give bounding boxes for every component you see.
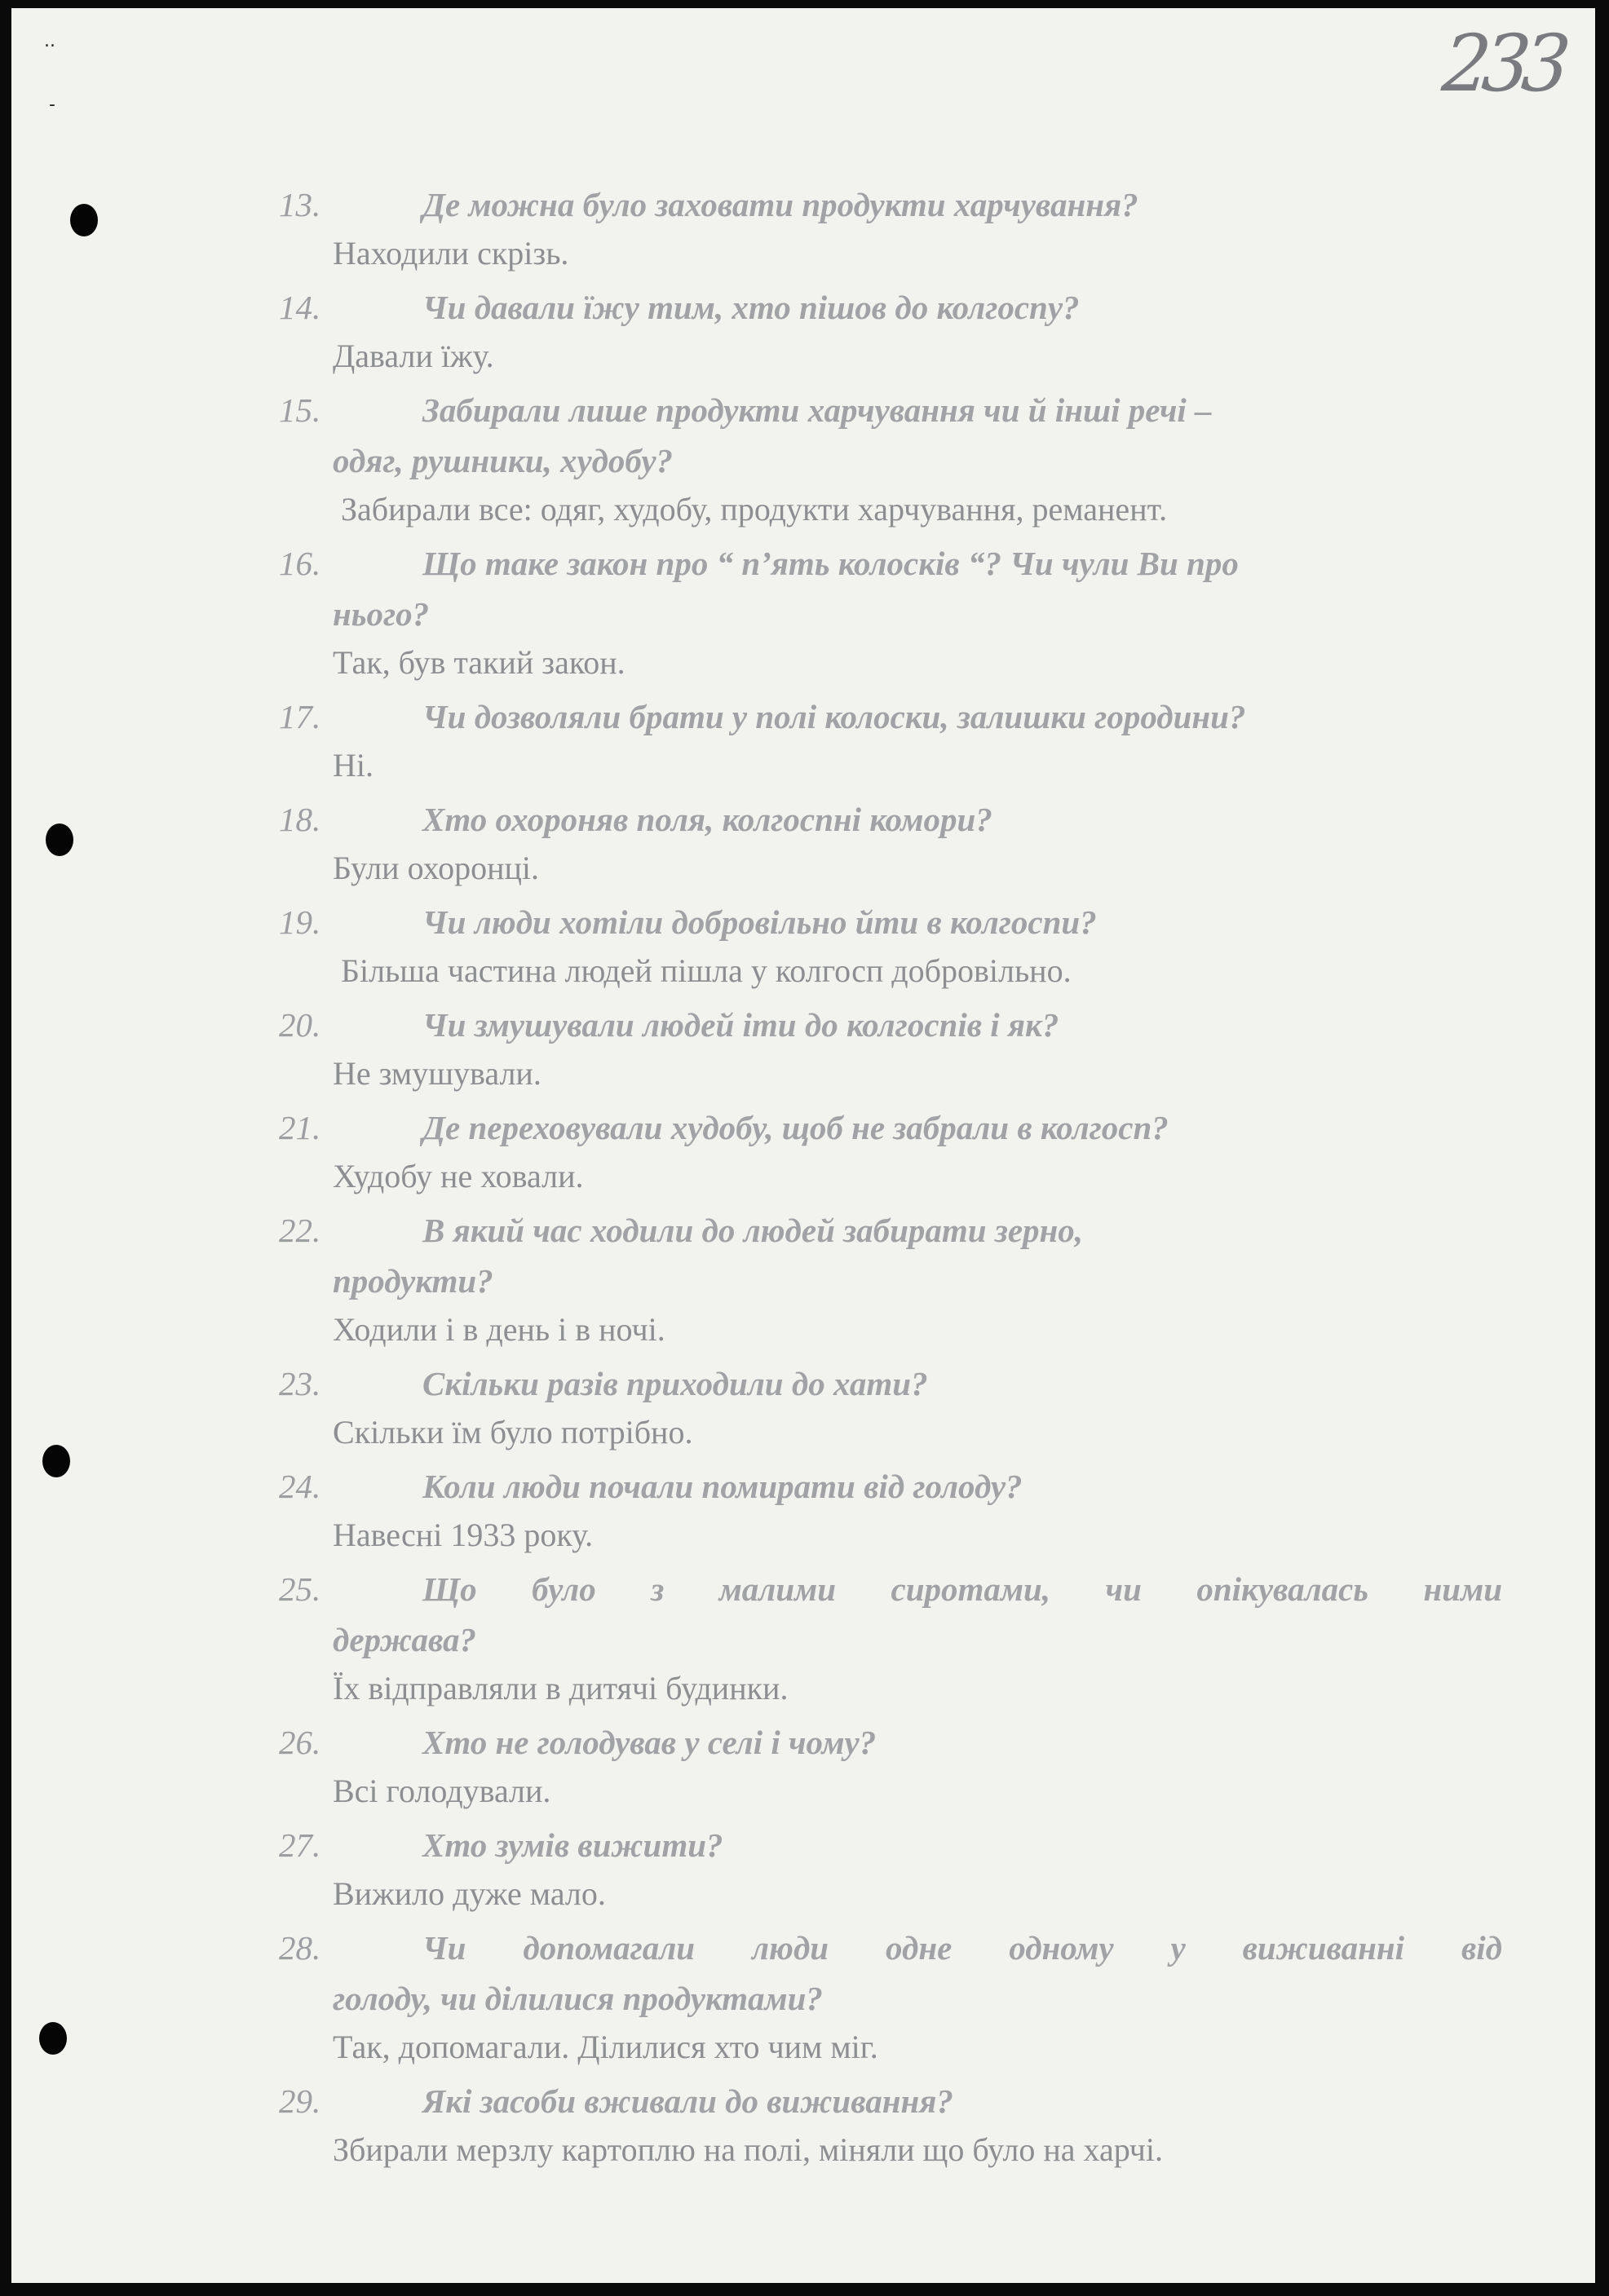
question (279, 1102, 1502, 1153)
answer-text: Забирали все: одяг, худобу, продукти харчування, реманент. (341, 491, 1168, 528)
question (279, 1000, 1502, 1050)
question (279, 1564, 1502, 1614)
question-text: Де переховували худобу, щоб не забрали в колгосп? (422, 1109, 1169, 1146)
qa-item (279, 1205, 1502, 1353)
answer-text: Находили скрізь. (333, 235, 569, 272)
question-text: Що таке закон про “ п’ять колосків “? Чи чули Ви про (422, 545, 1239, 582)
question (279, 1717, 1502, 1768)
corner-mark-top: .. (44, 31, 55, 51)
punch-hole-3 (42, 1445, 70, 1477)
question-text: Хто охороняв поля, колгоспні комори? (422, 801, 992, 838)
questionnaire-content (279, 179, 1502, 2179)
question-number: 27. (279, 1826, 321, 1864)
answer-text: Вижило дуже мало. (333, 1875, 606, 1912)
question-text: Чи допомагали люди одне одному у виживанні від (422, 1929, 1502, 1967)
question-number: 26. (279, 1724, 321, 1761)
question (279, 1923, 1502, 1973)
answer-text: Більша частина людей пішла у колгосп добровільно. (341, 952, 1072, 989)
question (279, 1820, 1502, 1870)
question-text-cont: продукти? (333, 1262, 493, 1300)
answer-text: Худобу не ховали. (333, 1158, 584, 1194)
qa-item (279, 385, 1502, 533)
question-continuation (279, 589, 1502, 639)
question-text: Хто не голодував у селі і чому? (422, 1724, 877, 1761)
qa-item (279, 282, 1502, 380)
question (279, 179, 1502, 230)
punch-hole-2 (46, 823, 73, 856)
qa-item (279, 1923, 1502, 2071)
question-number: 28. (279, 1929, 321, 1967)
answer-text: Не змушували. (333, 1055, 541, 1092)
question (279, 1205, 1502, 1256)
qa-item (279, 1102, 1502, 1200)
qa-item (279, 179, 1502, 277)
question-text: Які засоби вживали до виживання? (422, 2082, 953, 2120)
punch-hole-1 (70, 204, 98, 236)
qa-item (279, 1820, 1502, 1918)
question-number: 24. (279, 1468, 321, 1505)
question-text-cont: голоду, чи ділилися продуктами? (333, 1980, 823, 2017)
question (279, 538, 1502, 589)
question (279, 1461, 1502, 1512)
question-text: В який час ходили до людей забирати зерно, (422, 1212, 1084, 1249)
answer-text: Ні. (333, 747, 374, 784)
question-number: 14. (279, 289, 321, 326)
qa-item (279, 538, 1502, 687)
answer-text: Навесні 1933 року. (333, 1517, 594, 1553)
qa-item (279, 1461, 1502, 1559)
handwritten-page-number: 233 (1439, 18, 1567, 109)
answer-text: Були охоронці. (333, 850, 539, 886)
answer-text: Так, допомагали. Ділилися хто чим міг. (333, 2029, 878, 2065)
question-text: Що було з малими сиротами, чи опікувалась ними (422, 1570, 1502, 1608)
answer-text: Давали їжу. (333, 338, 494, 374)
question (279, 794, 1502, 845)
question-number: 19. (279, 903, 321, 941)
qa-item (279, 794, 1502, 892)
question (279, 1358, 1502, 1409)
question-text: Хто зумів вижити? (422, 1826, 723, 1864)
question (279, 282, 1502, 333)
question-text-cont: одяг, рушники, худобу? (333, 442, 674, 479)
question-number: 15. (279, 391, 321, 429)
qa-item (279, 1564, 1502, 1712)
question (279, 2076, 1502, 2126)
question-text: Чи дозволяли брати у полі колоски, залишки городини? (422, 698, 1246, 735)
question-number: 23. (279, 1365, 321, 1402)
question-text: Чи давали їжу тим, хто пішов до колгоспу? (422, 289, 1080, 326)
question-text: Чи змушували людей іти до колгоспів і як? (422, 1006, 1059, 1044)
question-text: Скільки разів приходили до хати? (422, 1365, 928, 1402)
question-number: 16. (279, 545, 321, 582)
question-text-cont: держава? (333, 1621, 477, 1658)
question-text: Де можна було заховати продукти харчування? (422, 186, 1138, 223)
qa-item (279, 1000, 1502, 1097)
document-page (11, 8, 1595, 2283)
question-continuation (279, 1256, 1502, 1306)
question-continuation (279, 435, 1502, 486)
question-number: 17. (279, 698, 321, 735)
answer-text: Всі голодували. (333, 1773, 551, 1809)
answer-text: Скільки їм було потрібно. (333, 1414, 693, 1450)
question-text: Коли люди почали помирати від голоду? (422, 1468, 1023, 1505)
qa-item (279, 691, 1502, 789)
question-text: Забирали лише продукти харчування чи й інші речі – (422, 391, 1212, 429)
question-number: 20. (279, 1006, 321, 1044)
qa-item (279, 1358, 1502, 1456)
answer-text: Так, був такий закон. (333, 644, 625, 681)
answer-text: Збирали мерзлу картоплю на полі, міняли що було на харчі. (333, 2131, 1164, 2168)
corner-mark-second: - (49, 95, 55, 115)
question-number: 21. (279, 1109, 321, 1146)
question-text: Чи люди хотіли добровільно йти в колгоспи? (422, 903, 1097, 941)
question (279, 691, 1502, 742)
question (279, 385, 1502, 435)
question-number: 29. (279, 2082, 321, 2120)
question-number: 18. (279, 801, 321, 838)
question-number: 22. (279, 1212, 321, 1249)
question-continuation (279, 1614, 1502, 1665)
qa-item (279, 1717, 1502, 1815)
punch-hole-4 (39, 2022, 67, 2055)
question (279, 897, 1502, 947)
answer-text: Ходили і в день і в ночі. (333, 1311, 665, 1348)
qa-item (279, 897, 1502, 995)
question-number: 13. (279, 186, 321, 223)
question-number: 25. (279, 1570, 321, 1608)
question-text-cont: нього? (333, 595, 430, 633)
qa-item (279, 2076, 1502, 2174)
question-continuation (279, 1973, 1502, 2024)
answer-text: Їх відправляли в дитячі будинки. (333, 1670, 789, 1707)
